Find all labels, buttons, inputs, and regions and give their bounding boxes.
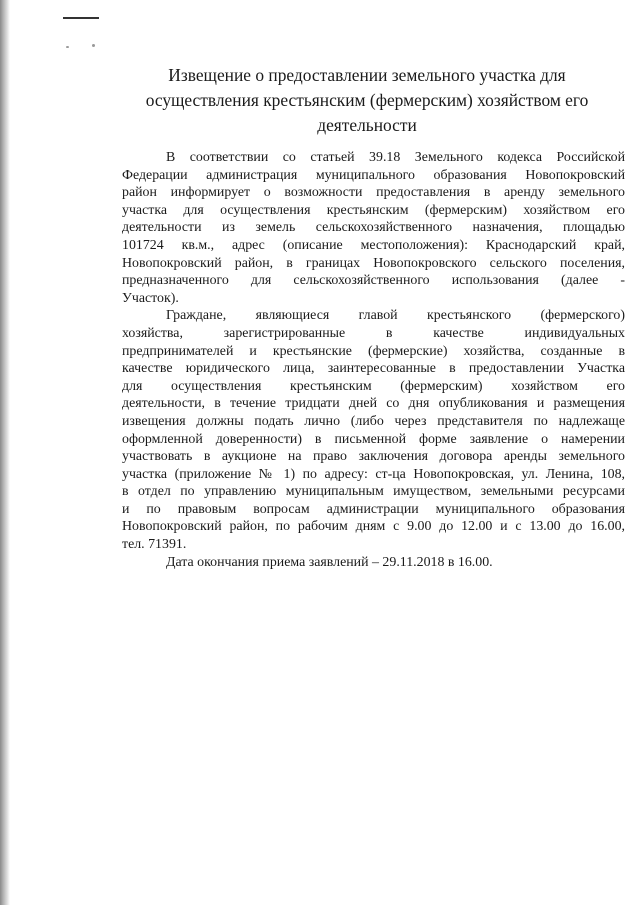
document-body — [122, 149, 625, 571]
text-line: извещения должны подать лично (либо через представителя по надлежаще — [122, 413, 625, 429]
text-line: Граждане, являющиеся главой крестьянского (фермерского) — [166, 308, 625, 324]
text-line: для осуществления крестьянским (фермерским) хозяйством его — [122, 378, 625, 394]
text-line: Федерации администрация муниципального образования Новопокровский — [122, 167, 625, 183]
deadline-line: Дата окончания приема заявлений – 29.11.2018 в 16.00. — [166, 554, 493, 570]
text-line: Участок). — [122, 290, 179, 306]
text-line: тел. 71391. — [122, 537, 187, 553]
document-title — [110, 63, 624, 138]
text-line: хозяйства, зарегистрированные в качестве индивидуальных — [122, 325, 625, 341]
text-line: 101724 кв.м., адрес (описание местоположения): Краснодарский край, — [122, 237, 625, 253]
text-line: участвовать в аукционе на право заключения договора аренды земельного — [122, 449, 625, 465]
text-line: в отдел по управлению муниципальным имуществом, земельными ресурсами — [122, 484, 625, 500]
text-line: деятельности, в течение тридцати дней со дня опубликования и размещения — [122, 396, 625, 412]
scan-shadow-edge — [0, 0, 10, 905]
text-line: деятельности из земель сельскохозяйственного назначения, площадью — [122, 220, 625, 236]
paragraph-1 — [122, 149, 625, 307]
scan-speck — [66, 46, 69, 48]
paragraph-2 — [122, 307, 625, 553]
text-line: оформленной доверенности) в письменной форме заявление о намерении — [122, 431, 625, 447]
text-line: Новопокровский район, по рабочим дням с 9.00 до 12.00 и с 13.00 до 16.00, — [122, 519, 625, 535]
title-line: деятельности — [317, 115, 417, 135]
title-line: осуществления крестьянским (фермерским) хозяйством его — [145, 90, 589, 110]
text-line: В соответствии со статьей 39.18 Земельного кодекса Российской — [166, 150, 625, 165]
text-line: предпринимателей и крестьянские (фермерские) хозяйства, созданные в — [122, 343, 625, 359]
text-line: Новопокровский район, в границах Новопокровского сельского поселения, — [122, 255, 625, 271]
text-line: участка (приложение № 1) по адресу: ст-ца Новопокровская, ул. Ленина, 108, — [122, 466, 625, 482]
text-line: предназначенного для сельскохозяйственного использования (далее - — [122, 273, 625, 289]
scan-mark — [63, 17, 99, 19]
text-line: участка для осуществления крестьянским (фермерским) хозяйством его — [122, 202, 625, 218]
scan-speck — [92, 44, 95, 47]
title-line: Извещение о предоставлении земельного участка для — [168, 65, 566, 85]
text-line: район информирует о возможности предоставления в аренду земельного — [122, 185, 625, 201]
text-line: качестве юридического лица, заинтересованные в предоставлении Участка — [122, 361, 625, 377]
text-line: и по правовым вопросам администрации муниципального образования — [122, 501, 625, 517]
